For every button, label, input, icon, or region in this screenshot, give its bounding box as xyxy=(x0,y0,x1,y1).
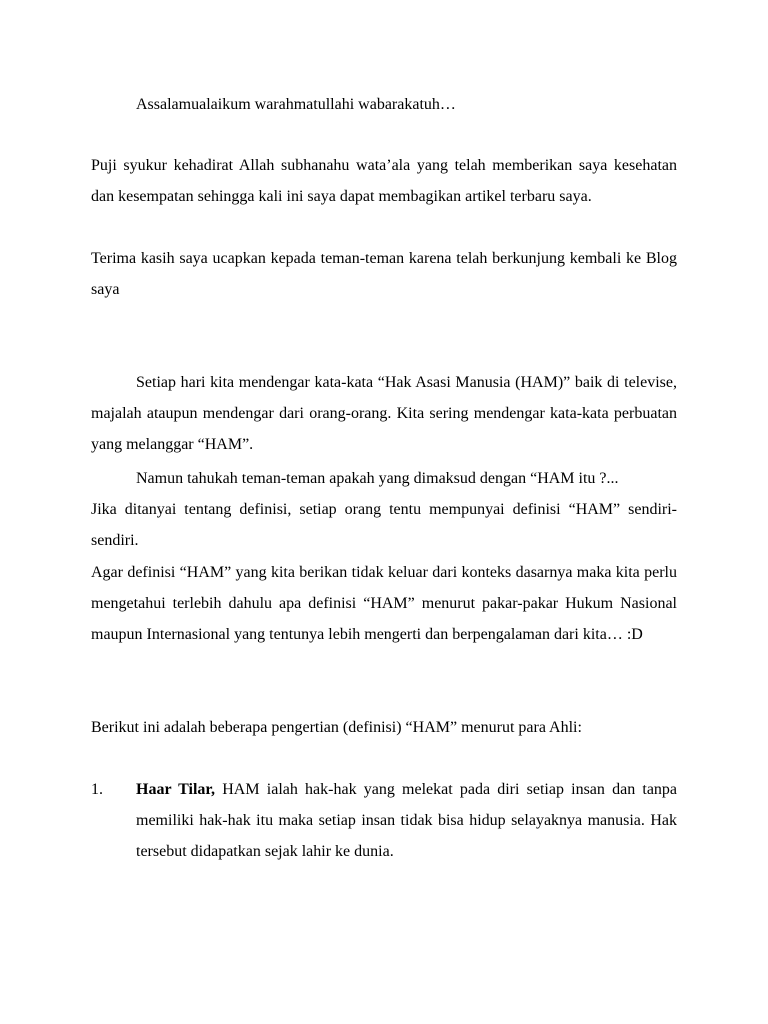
definition-text: HAM ialah hak-hak yang melekat pada diri setiap insan dan tanpa memiliki hak-hak itu maka setiap insan tidak bisa hidup selayaknya manusia. Hak tersebut didapatkan sejak lahir ke dunia. xyxy=(136,781,678,860)
list-item xyxy=(91,774,677,867)
definition-term: Haar Tilar, xyxy=(136,781,216,798)
opening-paragraph: Puji syukur kehadirat Allah subhanahu wata’ala yang telah memberikan saya kesehatan dan kesempatan sehingga kali ini saya dapat membagikan artikel terbaru saya. xyxy=(91,157,677,205)
context-paragraph: Agar definisi “HAM” yang kita berikan tidak keluar dari konteks dasarnya maka kita perlu mengetahui terlebih dahulu apa definisi “HAM” menurut pakar-pakar Hukum Nasional maupun Internasional yang tentunya lebih mengerti dan berpengalaman dari kita… :D xyxy=(91,564,677,643)
intro-paragraph: Setiap hari kita mendengar kata-kata “Hak Asasi Manusia (HAM)” baik di televise, majalah ataupun mendengar dari orang-orang. Kita sering mendengar kata-kata perbuatan yang melanggar “HAM”. xyxy=(91,374,677,453)
list-heading: Berikut ini adalah beberapa pengertian (definisi) “HAM” menurut para Ahli: xyxy=(91,719,582,736)
definition-paragraph: Jika ditanyai tentang definisi, setiap orang tentu mempunyai definisi “HAM” sendiri-sendiri. xyxy=(91,501,677,549)
greeting-paragraph: Assalamualaikum warahmatullahi wabarakatuh… xyxy=(136,96,456,113)
list-item-body xyxy=(136,774,677,867)
question-paragraph: Namun tahukah teman-teman apakah yang dimaksud dengan “HAM itu ?... xyxy=(136,470,619,487)
thanks-paragraph: Terima kasih saya ucapkan kepada teman-teman karena telah berkunjung kembali ke Blog saya xyxy=(91,250,677,298)
list-number: 1. xyxy=(91,781,103,798)
